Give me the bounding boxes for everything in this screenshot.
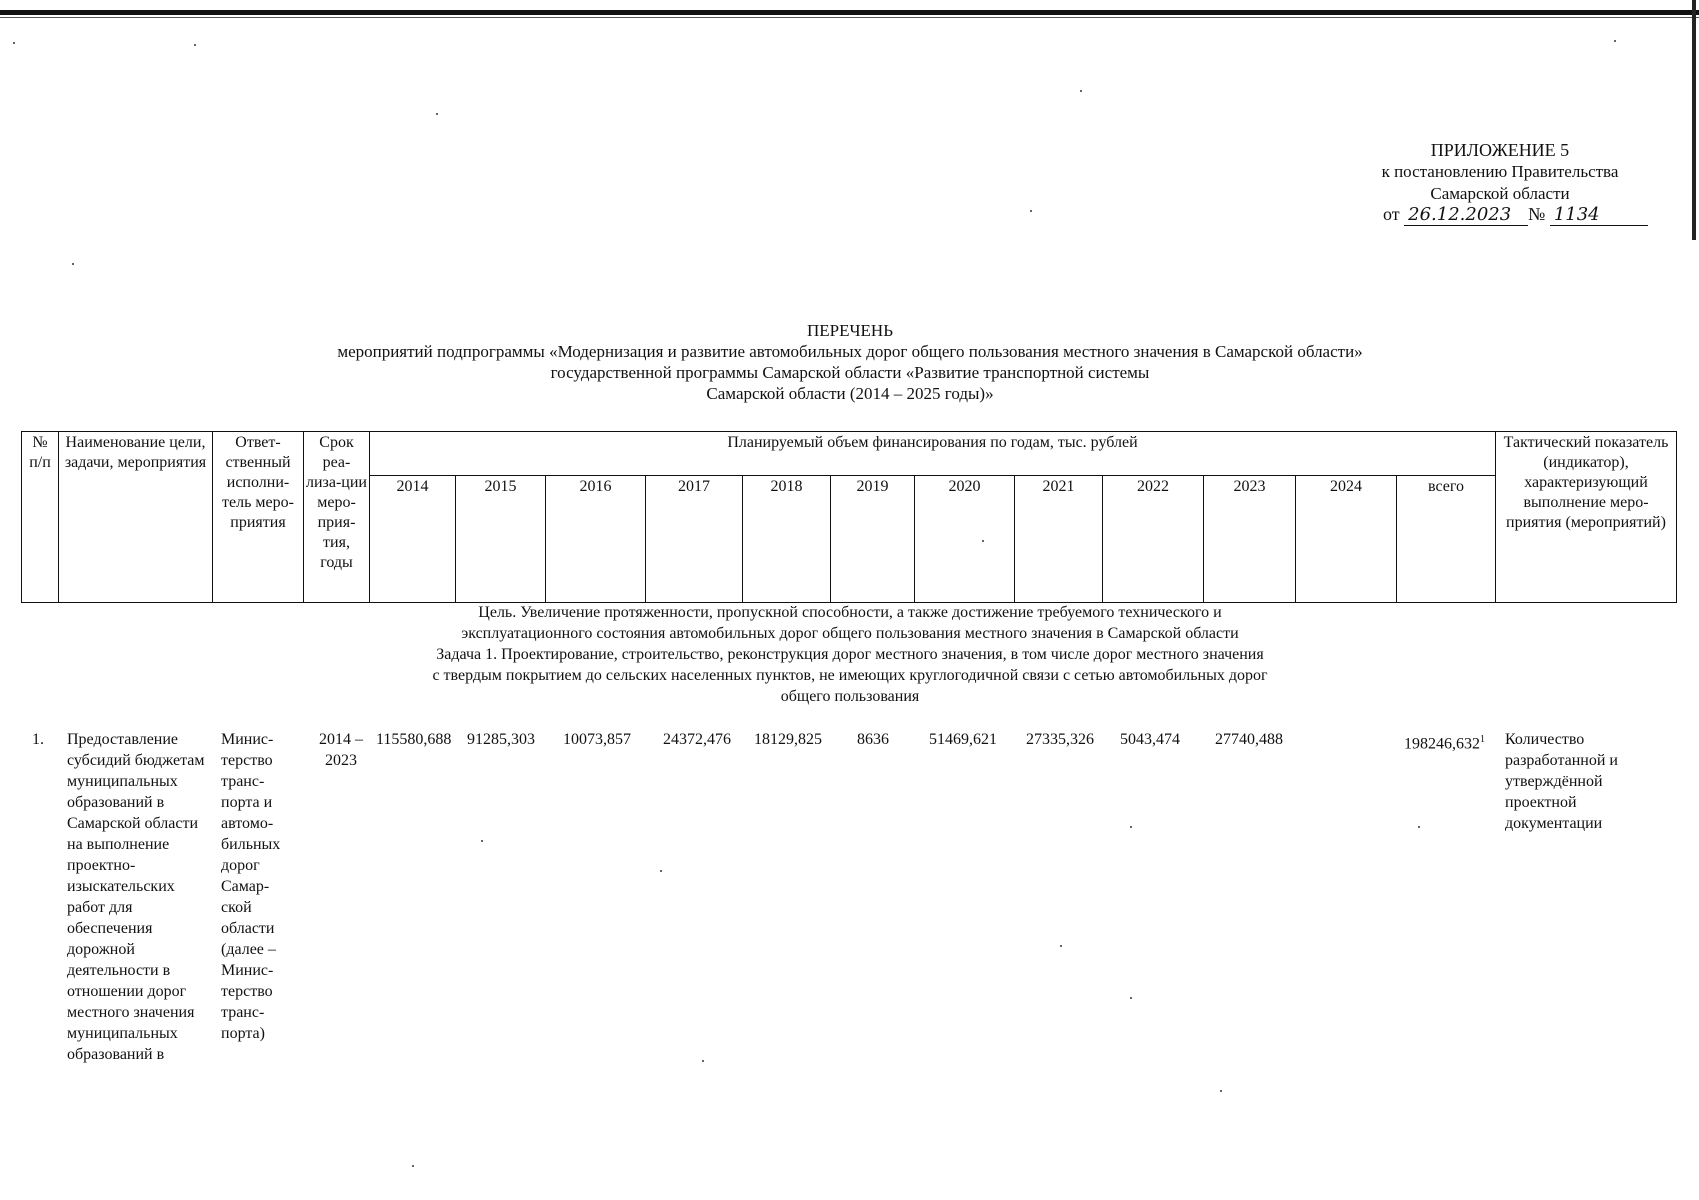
annex-line-region: Самарской области — [1430, 184, 1570, 203]
header-table — [21, 431, 1677, 603]
goal-line-1: Цель. Увеличение протяженности, пропускной способности, а также достижение требуемого технического и — [478, 604, 1222, 621]
row1-value-2022: 5043,474 — [1120, 731, 1180, 748]
row1-value-2021: 27335,326 — [1026, 731, 1094, 748]
row1-value-2016: 10073,857 — [563, 731, 631, 748]
row1-total-footnote: 1 — [1480, 734, 1485, 745]
task-line-3: общего пользования — [780, 688, 920, 705]
decree-date-number — [1383, 204, 1648, 226]
header-num: № п/п — [22, 432, 59, 603]
annex-header — [1350, 139, 1650, 205]
annex-line-decree: к постановлению Правительства — [1381, 162, 1619, 181]
row1-term: 2014 – 2023 — [319, 731, 363, 769]
scan-speck — [481, 840, 483, 842]
scan-speck — [13, 42, 15, 44]
header-year: 2020 — [915, 475, 1015, 602]
scan-speck — [194, 44, 196, 46]
document-title — [200, 320, 1500, 404]
scan-speck — [436, 113, 438, 115]
scan-speck — [1060, 945, 1062, 947]
row1-value-2019: 8636 — [857, 731, 889, 748]
handwritten-date: 26.12.2023 — [1404, 205, 1528, 226]
header-year: 2024 — [1296, 475, 1397, 602]
header-year: 2018 — [743, 475, 831, 602]
row1-executor: Минис-терство транс-порта и автомо-бильных дорог Самар-ской области (далее – Минис-терство транс-порта) — [221, 731, 281, 1042]
scan-speck — [1418, 826, 1420, 828]
row1-value-2017: 24372,476 — [663, 731, 731, 748]
handwritten-number: 1134 — [1550, 205, 1648, 226]
annex-title: ПРИЛОЖЕНИЕ 5 — [1430, 140, 1570, 160]
row1-value-2015: 91285,303 — [467, 731, 535, 748]
row1-value-2023: 27740,488 — [1215, 731, 1283, 748]
header-year: 2019 — [831, 475, 915, 602]
task-line-1: Задача 1. Проектирование, строительство, реконструкция дорог местного значения, в том числе дорог местного значения — [436, 646, 1264, 663]
goal-and-task — [300, 602, 1400, 707]
header-year: 2016 — [546, 475, 646, 602]
row1-indicator: Количество разработанной и утверждённой проектной документации — [1505, 731, 1618, 832]
row1-value-2020: 51469,621 — [929, 731, 997, 748]
scan-speck — [1030, 210, 1032, 212]
scan-speck — [1220, 1090, 1222, 1092]
header-total: всего — [1397, 475, 1496, 602]
scan-speck — [1130, 826, 1132, 828]
header-indicator: Тактический показатель (индикатор), характеризующий выполнение меро-приятия (мероприятий) — [1496, 432, 1677, 603]
header-term: Срок реа-лиза-ции меро-прия-тия, годы — [304, 432, 370, 603]
scan-speck — [1614, 40, 1616, 42]
number-prefix: № — [1528, 204, 1546, 224]
date-prefix: от — [1383, 204, 1400, 224]
header-year: 2021 — [1015, 475, 1103, 602]
title-line-3: государственной программы Самарской области «Развитие транспортной системы — [550, 363, 1150, 382]
task-line-2: с твердым покрытием до сельских населенных пунктов, не имеющих круглогодичной связи с сетью автомобильных дорог — [432, 667, 1268, 684]
row1-value-2018: 18129,825 — [754, 731, 822, 748]
scan-speck — [702, 1060, 704, 1062]
row1-total-amount: 198246,632 — [1404, 735, 1480, 753]
title-line-2: мероприятий подпрограммы «Модернизация и развитие автомобильных дорог общего пользования местного значения в Самарской области» — [337, 342, 1363, 361]
row1-name: Предоставление субсидий бюджетам муниципальных образований в Самарской области на выполнение проектно-изыскательских работ для обеспечения дорожной деятельности в отношении дорог местного значения муниципальных образований в — [67, 731, 205, 1063]
row1-value-total — [1404, 729, 1485, 754]
goal-line-2: эксплуатационного состояния автомобильных дорог общего пользования местного значения в Самарской области — [461, 625, 1239, 642]
scan-speck — [1130, 997, 1132, 999]
row1-value-2014: 115580,688 — [376, 731, 452, 748]
row1-number: 1. — [32, 731, 44, 748]
scan-speck — [412, 1165, 414, 1167]
header-name: Наименование цели, задачи, мероприятия — [59, 432, 213, 603]
title-line-1: ПЕРЕЧЕНЬ — [807, 321, 893, 340]
scan-edge — [1692, 0, 1696, 240]
header-year: 2015 — [456, 475, 546, 602]
header-year: 2023 — [1204, 475, 1296, 602]
title-line-4: Самарской области (2014 – 2025 годы)» — [706, 384, 994, 403]
header-year: 2022 — [1103, 475, 1204, 602]
header-year: 2017 — [646, 475, 743, 602]
header-funding: Планируемый объем финансирования по годам, тыс. рублей — [370, 432, 1496, 476]
header-executor: Ответ-ственный исполни-тель меро-приятия — [213, 432, 304, 603]
top-border-line — [0, 10, 1699, 15]
scan-speck — [72, 263, 74, 265]
header-year: 2014 — [370, 475, 456, 602]
scan-speck — [1080, 90, 1082, 92]
scan-speck — [660, 870, 662, 872]
top-border-thin-line — [0, 17, 1699, 18]
